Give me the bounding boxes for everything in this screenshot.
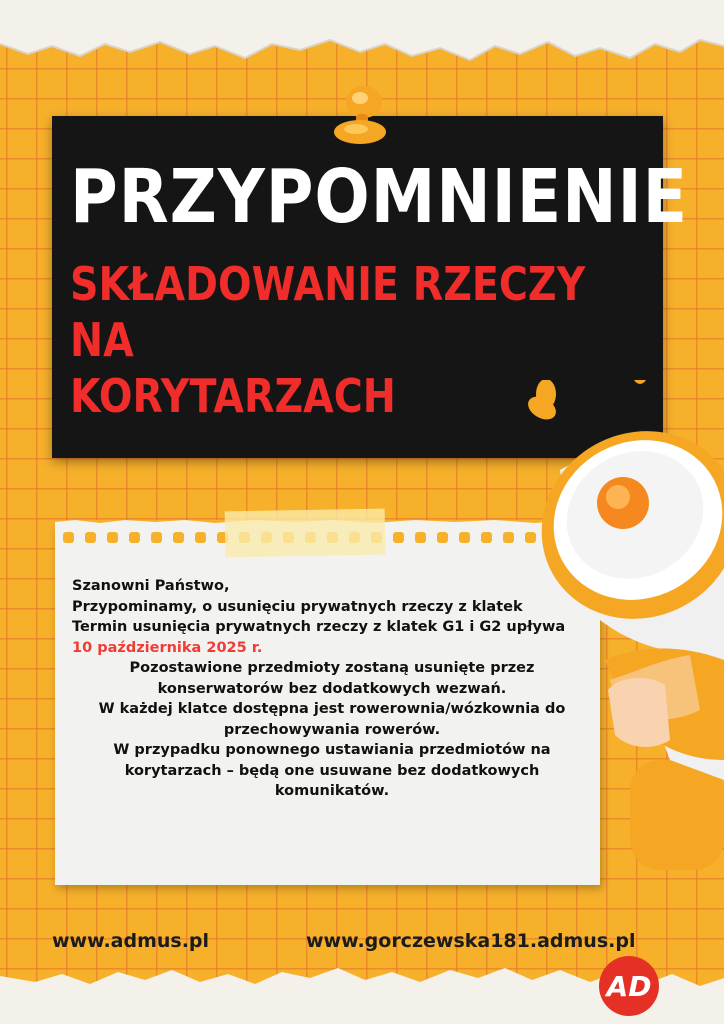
note-deadline: 10 października 2025 r. [72, 639, 263, 656]
note-greeting: Szanowni Państwo, [72, 578, 230, 594]
megaphone-icon [490, 380, 724, 900]
footer-link-gorczewska[interactable]: www.gorczewska181.admus.pl [306, 930, 636, 952]
subtitle-line-2: KORYTARZACH [70, 369, 396, 423]
headline-title: PRZYPOMNIENIE [70, 154, 689, 240]
admus-logo-text: AD [606, 970, 652, 1003]
note-line-2: Termin usunięcia prywatnych rzeczy z klatek G1 i G2 upływa [72, 619, 566, 635]
note-line-1: Przypominamy, o usunięciu prywatnych rzeczy z klatek [72, 598, 523, 615]
note-paragraph-3: W przypadku ponownego ustawiania przedmiotów na korytarzach – będą one usuwane bez dodatkowych komunikatów. [113, 742, 551, 799]
torn-paper-top [0, 0, 724, 80]
push-pin-icon [326, 80, 396, 150]
tape-strip [225, 509, 386, 558]
footer-link-admus[interactable]: www.admus.pl [52, 930, 210, 952]
note-paragraph-2: W każdej klatce dostępna jest rowerownia/wózkownia do przechowywania rowerów. [98, 701, 566, 738]
admus-logo-icon [598, 955, 660, 1017]
subtitle-line-1: SKŁADOWANIE RZECZY NA [70, 257, 586, 367]
note-paragraph-1: Pozostawione przedmioty zostaną usunięte przez konserwatorów bez dodatkowych wezwań. [129, 660, 535, 697]
